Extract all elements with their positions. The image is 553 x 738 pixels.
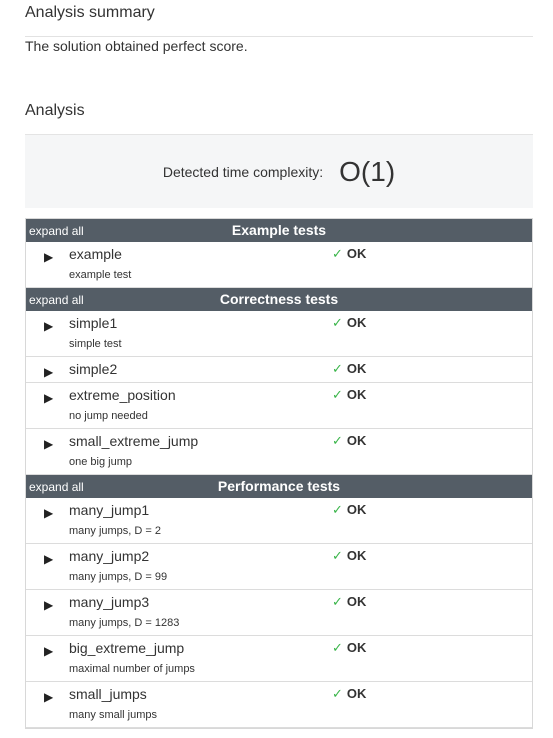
test-status bbox=[332, 361, 366, 377]
test-description: many jumps, D = 2 bbox=[69, 525, 162, 537]
group-title: Example tests bbox=[231, 222, 327, 238]
complexity-label: Detected time complexity: bbox=[162, 163, 324, 180]
check-mark-icon: ✓ bbox=[332, 315, 343, 330]
check-mark-icon: ✓ bbox=[332, 361, 343, 376]
test-name: small_extreme_jump bbox=[69, 433, 199, 449]
test-description: one big jump bbox=[69, 456, 132, 468]
check-mark-icon: ✓ bbox=[332, 502, 343, 517]
status-label: OK bbox=[346, 361, 367, 376]
check-mark-icon: ✓ bbox=[332, 686, 343, 701]
test-row[interactable] bbox=[26, 383, 532, 429]
test-status bbox=[332, 594, 366, 610]
group-header bbox=[26, 288, 532, 311]
test-description: many small jumps bbox=[69, 709, 158, 721]
status-label: OK bbox=[346, 387, 367, 402]
status-label: OK bbox=[346, 246, 367, 261]
analysis-heading: Analysis bbox=[25, 102, 85, 119]
summary-divider bbox=[25, 36, 533, 37]
test-name: big_extreme_jump bbox=[69, 640, 185, 656]
test-status bbox=[332, 548, 366, 564]
complexity-value: O(1) bbox=[339, 155, 396, 187]
play-triangle-icon[interactable]: ▶ bbox=[44, 690, 54, 704]
test-row[interactable] bbox=[26, 311, 532, 357]
complexity-box bbox=[25, 134, 533, 208]
test-status bbox=[332, 502, 366, 518]
test-name: many_jump1 bbox=[69, 502, 150, 518]
test-status bbox=[332, 315, 366, 331]
test-name: small_jumps bbox=[69, 686, 147, 702]
status-label: OK bbox=[346, 686, 367, 701]
test-row[interactable] bbox=[26, 498, 532, 544]
test-description: example test bbox=[69, 269, 132, 281]
expand-all-link[interactable]: expand all bbox=[29, 224, 84, 238]
test-row[interactable] bbox=[26, 242, 532, 288]
test-row[interactable] bbox=[26, 636, 532, 682]
group-header bbox=[26, 219, 532, 242]
analysis-summary-heading: Analysis summary bbox=[25, 4, 155, 21]
group-title: Performance tests bbox=[217, 478, 341, 494]
status-label: OK bbox=[346, 502, 367, 517]
test-status bbox=[332, 640, 366, 656]
test-description: maximal number of jumps bbox=[69, 663, 195, 675]
test-status bbox=[332, 387, 366, 403]
test-row[interactable] bbox=[26, 544, 532, 590]
check-mark-icon: ✓ bbox=[332, 594, 343, 609]
expand-all-link[interactable]: expand all bbox=[29, 293, 84, 307]
test-name: many_jump2 bbox=[69, 548, 150, 564]
tests-table bbox=[25, 218, 533, 729]
test-description: no jump needed bbox=[69, 410, 148, 422]
check-mark-icon: ✓ bbox=[332, 387, 343, 402]
test-name: extreme_position bbox=[69, 387, 176, 403]
test-description: simple test bbox=[69, 338, 122, 350]
group-title: Correctness tests bbox=[219, 291, 339, 307]
test-name: many_jump3 bbox=[69, 594, 150, 610]
test-status bbox=[332, 686, 366, 702]
check-mark-icon: ✓ bbox=[332, 548, 343, 563]
test-status bbox=[332, 433, 366, 449]
test-name: simple1 bbox=[69, 315, 118, 331]
test-row[interactable] bbox=[26, 429, 532, 475]
summary-text: The solution obtained perfect score. bbox=[25, 38, 248, 54]
status-label: OK bbox=[346, 433, 367, 448]
expand-all-link[interactable]: expand all bbox=[29, 480, 84, 494]
status-label: OK bbox=[346, 548, 367, 563]
check-mark-icon: ✓ bbox=[332, 640, 343, 655]
group-header bbox=[26, 475, 532, 498]
play-triangle-icon[interactable]: ▶ bbox=[44, 391, 54, 405]
status-label: OK bbox=[346, 315, 367, 330]
status-label: OK bbox=[346, 594, 367, 609]
test-name: simple2 bbox=[69, 361, 118, 377]
status-label: OK bbox=[346, 640, 367, 655]
play-triangle-icon[interactable]: ▶ bbox=[44, 506, 54, 520]
test-row[interactable] bbox=[26, 590, 532, 636]
play-triangle-icon[interactable]: ▶ bbox=[44, 552, 54, 566]
play-triangle-icon[interactable]: ▶ bbox=[44, 250, 54, 264]
test-row[interactable] bbox=[26, 357, 532, 383]
play-triangle-icon[interactable]: ▶ bbox=[44, 319, 54, 333]
test-description: many jumps, D = 99 bbox=[69, 571, 168, 583]
play-triangle-icon[interactable]: ▶ bbox=[44, 365, 54, 379]
test-name: example bbox=[69, 246, 122, 262]
check-mark-icon: ✓ bbox=[332, 433, 343, 448]
play-triangle-icon[interactable]: ▶ bbox=[44, 644, 54, 658]
test-description: many jumps, D = 1283 bbox=[69, 617, 180, 629]
check-mark-icon: ✓ bbox=[332, 246, 343, 261]
test-row[interactable] bbox=[26, 682, 532, 728]
play-triangle-icon[interactable]: ▶ bbox=[44, 437, 54, 451]
test-status bbox=[332, 246, 366, 262]
play-triangle-icon[interactable]: ▶ bbox=[44, 598, 54, 612]
